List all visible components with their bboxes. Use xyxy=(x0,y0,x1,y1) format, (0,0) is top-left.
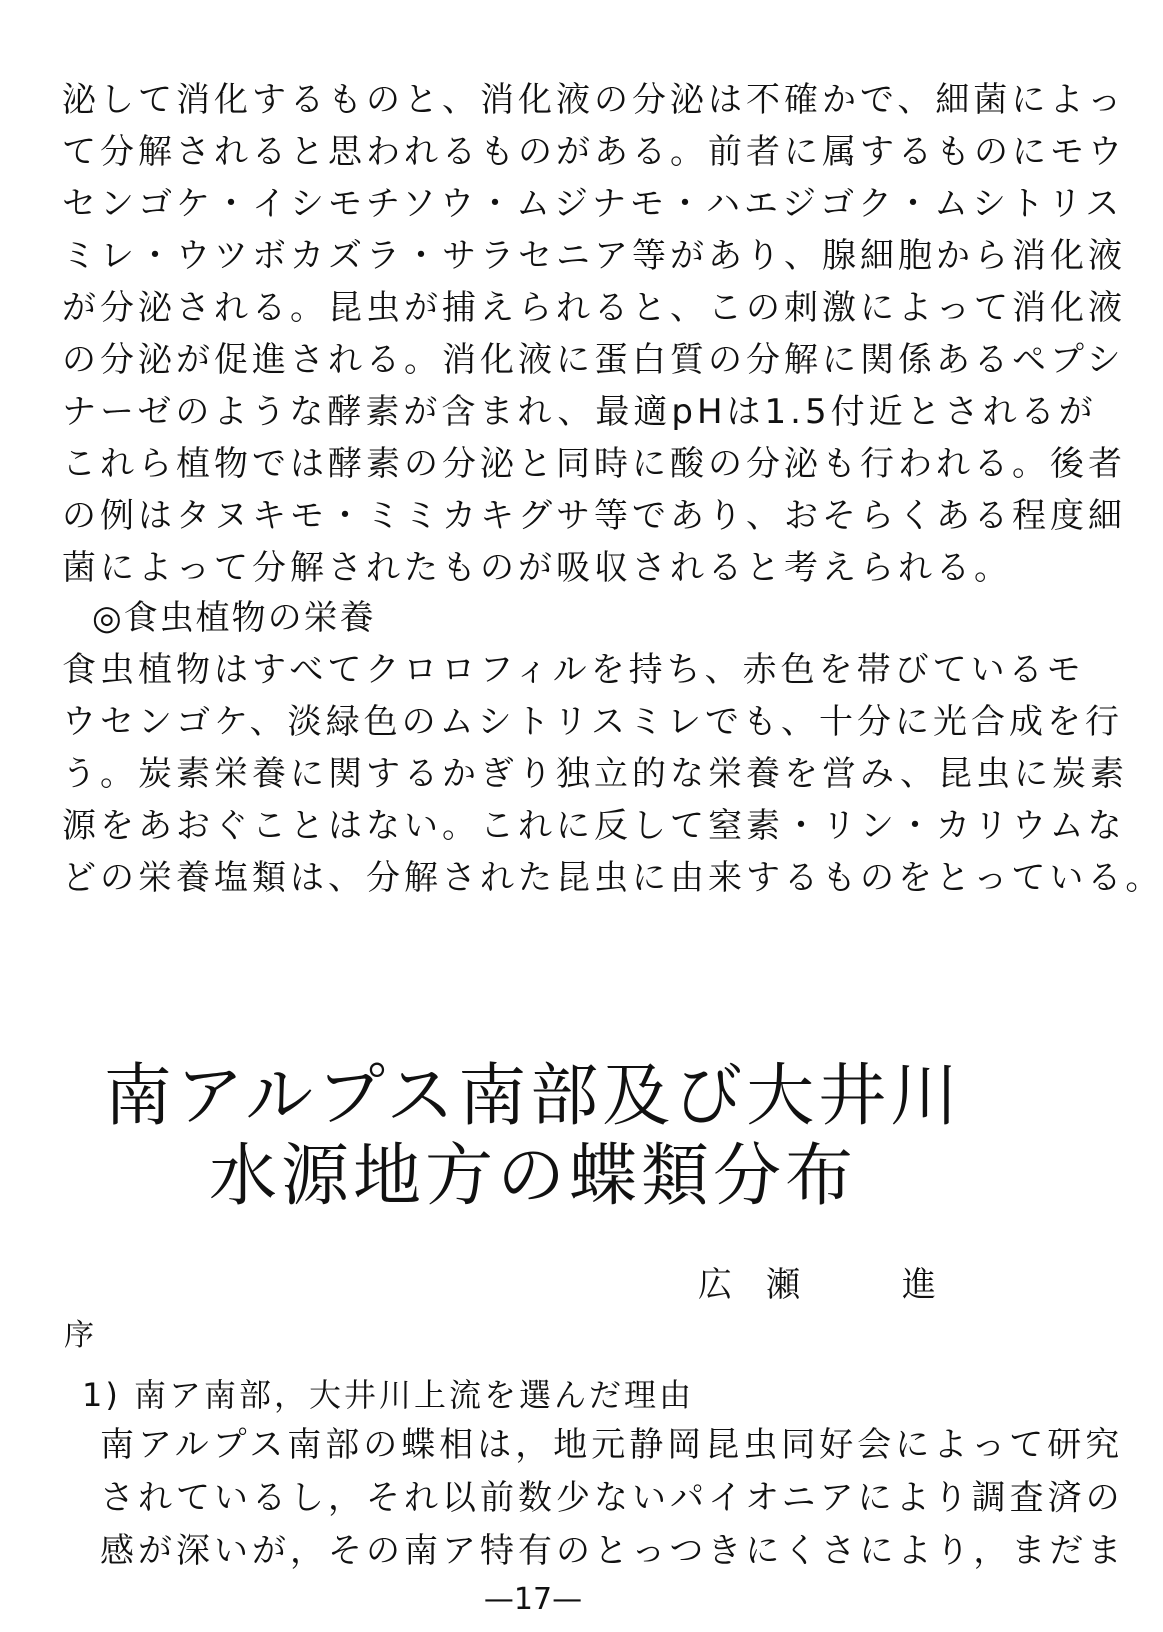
text-line: どの栄養塩類は、分解された昆虫に由来するものをとっている。 xyxy=(62,858,1163,898)
text-line: これら植物では酵素の分泌と同時に酸の分泌も行われる。後者 xyxy=(62,444,1126,484)
text-line: が分泌される。昆虫が捕えられると、この刺激によって消化液 xyxy=(62,288,1126,328)
text-line: されているし，それ以前数少ないパイオニアにより調査済の xyxy=(100,1478,1124,1518)
text-line: 南アルプス南部の蝶相は，地元静岡昆虫同好会によって研究 xyxy=(100,1425,1124,1465)
text-line: て分解されると思われるものがある。前者に属するものにモウ xyxy=(62,132,1126,172)
article-title-line1: 南アルプス南部及び大井川 xyxy=(103,1057,963,1136)
article-title-line2: 水源地方の蝶類分布 xyxy=(208,1137,857,1216)
text-line: の分泌が促進される。消化液に蛋白質の分解に関係あるペプシ xyxy=(62,340,1125,380)
text-line: 源をあおぐことはない。これに反して窒素・リン・カリウムな xyxy=(62,806,1126,846)
text-line: 食虫植物はすべてクロロフィルを持ち、赤色を帯びているモ xyxy=(62,650,1085,690)
text-line: 感が深いが，その南ア特有のとっつきにくさにより，まだま xyxy=(100,1531,1126,1571)
text-line: センゴケ・イシモチソウ・ムジナモ・ハエジゴク・ムシトリス xyxy=(62,184,1124,224)
author-name: 広瀬 進 xyxy=(698,1265,970,1305)
section-label: 序 xyxy=(64,1318,94,1353)
text-line: の例はタヌキモ・ミミカキグサ等であり、おそらくある程度細 xyxy=(62,496,1126,536)
text-line: ウセンゴケ、淡緑色のムシトリスミレでも、十分に光合成を行 xyxy=(62,702,1123,742)
page-number: —17— xyxy=(483,1582,583,1617)
text-line: 泌して消化するものと、消化液の分泌は不確かで、細菌によっ xyxy=(62,80,1126,120)
text-line: 菌によって分解されたものが吸収されると考えられる。 xyxy=(62,548,1012,588)
subsection-heading: 1) 南ア南部，大井川上流を選んだ理由 xyxy=(82,1376,695,1414)
text-line: う。炭素栄養に関するかぎり独立的な栄養を営み、昆虫に炭素 xyxy=(62,754,1129,794)
text-line: ミレ・ウツボカズラ・サラセニア等があり、腺細胞から消化液 xyxy=(62,236,1126,276)
section-heading: ◎食虫植物の栄養 xyxy=(92,598,376,638)
text-line: ナーゼのような酵素が含まれ、最適pHは1.5付近とされるが xyxy=(62,392,1097,432)
